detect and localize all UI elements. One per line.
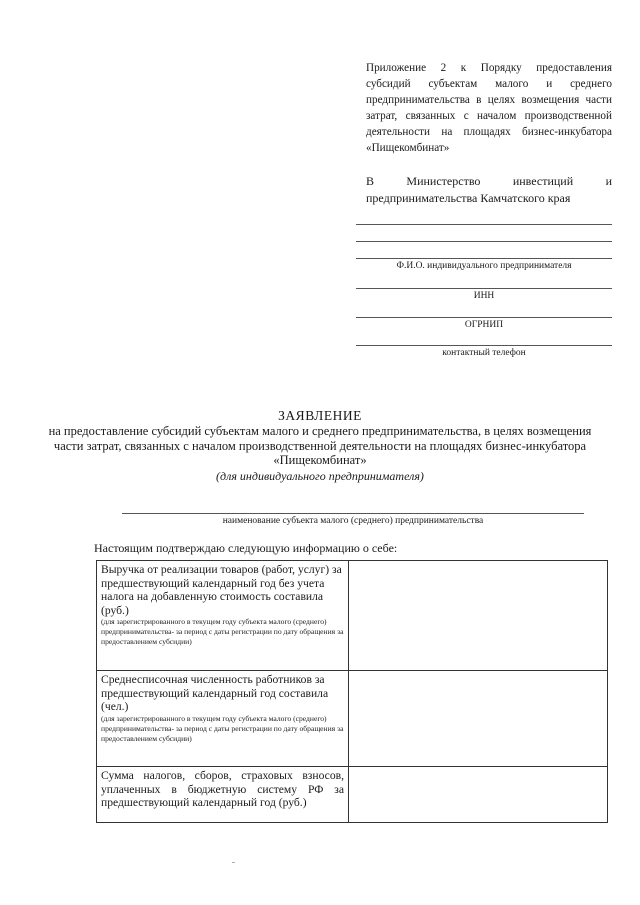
fill-line-2[interactable]	[356, 241, 612, 242]
info-table	[96, 560, 608, 823]
document-title-note: (для индивидуального предпринимателя)	[216, 469, 424, 483]
addressee-word-ministry: Министерство	[406, 174, 481, 188]
taxes-label-cell	[97, 767, 349, 823]
revenue-label-cell	[97, 561, 349, 671]
table-row	[97, 561, 608, 671]
fill-line-1[interactable]	[356, 224, 612, 225]
addressee-word-v: В	[366, 174, 375, 188]
intro-text: Настоящим подтверждаю следующую информацию о себе:	[94, 541, 398, 555]
inn-caption: ИНН	[473, 291, 495, 301]
ogrnip-caption: ОГРНИП	[464, 320, 504, 330]
phone-caption: контактный телефон	[442, 348, 526, 358]
table-row	[97, 767, 608, 823]
subject-name-caption: наименование субъекта малого (среднего) предпринимательства	[222, 516, 484, 526]
revenue-note: (для зарегистрированного в текущем году субъекта малого (среднего) предпринимательства- за период с даты регистрации по дату обращения за предоставлением субсидии)	[101, 617, 344, 646]
employees-note: (для зарегистрированного в текущем году субъекта малого (среднего) предпринимательства- за период с даты регистрации по дату обращения за предоставлением субсидии)	[101, 713, 344, 743]
employees-value-cell[interactable]	[349, 671, 608, 767]
inn-line[interactable]	[356, 288, 612, 289]
addressee-block	[366, 173, 612, 207]
subject-name-line[interactable]	[122, 513, 584, 514]
document-title: ЗАЯВЛЕНИЕ	[278, 408, 362, 423]
fio-caption: Ф.И.О. индивидуального предпринимателя	[396, 261, 572, 271]
addressee-line-1	[366, 173, 612, 190]
addressee-line-2: предпринимательства Камчатского края	[366, 191, 571, 205]
phone-line[interactable]	[356, 345, 612, 346]
revenue-label: Выручка от реализации товаров (работ, услуг) за предшествующий календарный год без учета налога на добавленную стоимость составила (руб.)	[101, 563, 342, 617]
addressee-word-and: и	[605, 174, 612, 188]
taxes-value-cell[interactable]	[349, 767, 608, 823]
scan-speck	[232, 862, 235, 863]
appendix-header: Приложение 2 к Порядку предоставления субсидий субъектам малого и среднего предпринимательства в целях возмещения части затрат, связанных с началом производственной деятельности на площадях бизнес-инкубатора «Пищекомбинат»	[366, 62, 612, 154]
document-subtitle: на предоставление субсидий субъектам малого и среднего предпринимательства, в целях возмещения части затрат, связанных с началом производственной деятельности на площадях бизнес-инкубатора «Пищекомбинат»	[48, 424, 592, 467]
revenue-value-cell[interactable]	[349, 561, 608, 671]
fio-line[interactable]	[356, 258, 612, 259]
employees-label: Среднесписочная численность работников за предшествующий календарный год составила (чел.)	[101, 673, 329, 713]
ogrnip-line[interactable]	[356, 317, 612, 318]
taxes-label: Сумма налогов, сборов, страховых взносов, уплаченных в бюджетную систему РФ за предшествующий календарный год (руб.)	[101, 769, 344, 809]
table-row	[97, 671, 608, 767]
addressee-word-investments: инвестиций	[512, 174, 574, 188]
employees-label-cell	[97, 671, 349, 767]
